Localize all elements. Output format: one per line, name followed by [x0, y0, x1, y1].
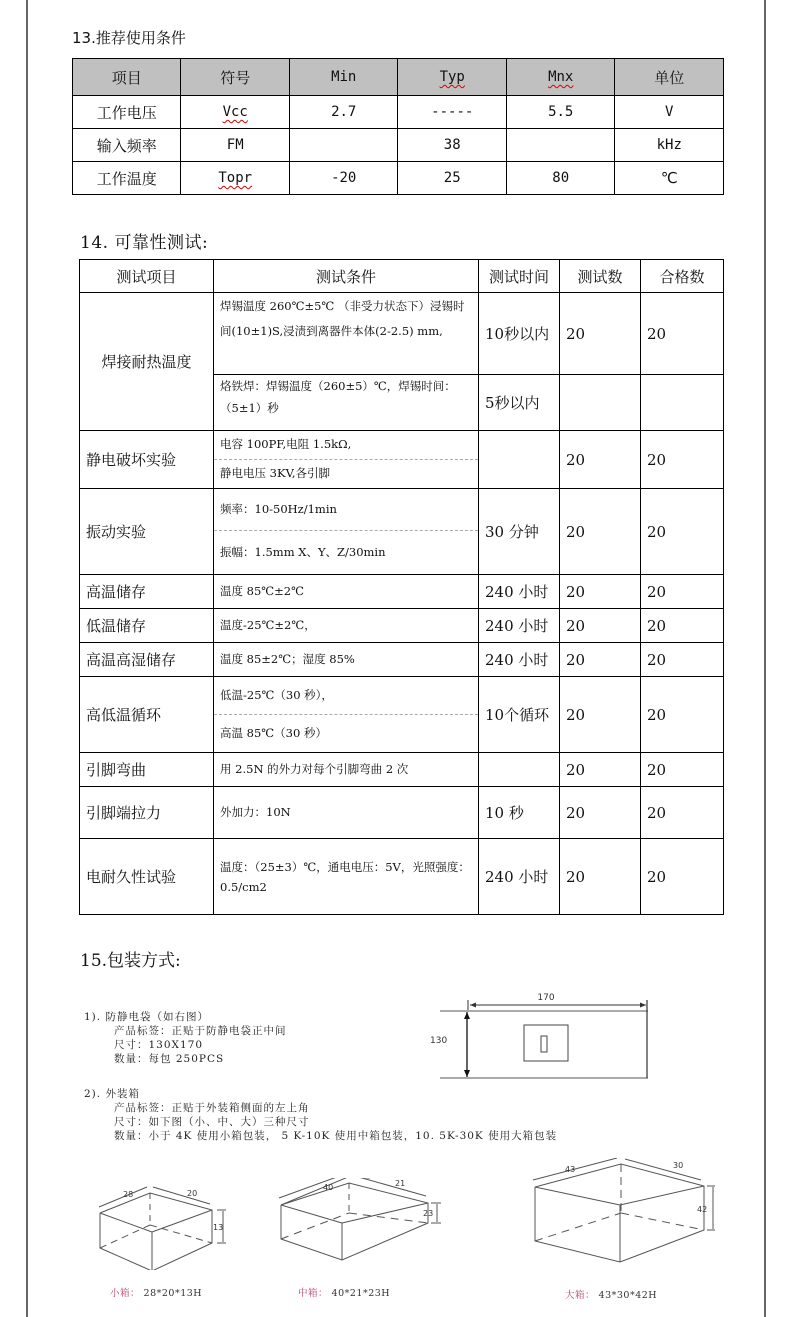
bag-height-label: 130 — [430, 1036, 448, 1046]
cell-time — [479, 431, 560, 489]
antistatic-bag-diagram — [428, 988, 668, 1083]
cell-test-item: 振动实验 — [80, 489, 214, 575]
table-row — [80, 489, 724, 575]
cell-item: 工作温度 — [73, 162, 181, 195]
condition-line: 静电电压 3KV,各引脚 — [220, 465, 331, 480]
cell-condition: 用 2.5N 的外力对每个引脚弯曲 2 次 — [214, 753, 479, 787]
table-row — [80, 293, 724, 375]
cell-condition — [214, 489, 479, 575]
carton-qty: 数量：小于 4K 使用小箱包装， 5 K-10K 使用中箱包装，10. 5K-30K 使用大箱包装 — [114, 1130, 558, 1142]
condition-line: 振幅：1.5mm X、Y、Z/30min — [220, 544, 386, 559]
cell-count: 20 — [560, 609, 641, 643]
table-row — [80, 839, 724, 915]
cell-typ: 25 — [398, 162, 507, 195]
cell-min — [289, 129, 398, 162]
cell-count: 20 — [560, 575, 641, 609]
table-row — [80, 575, 724, 609]
header-unit: 单位 — [615, 59, 724, 96]
header-typ: Typ — [398, 59, 507, 96]
header-test-item: 测试项目 — [80, 260, 214, 293]
header-test-condition: 测试条件 — [214, 260, 479, 293]
condition-line: 电容 100PF,电阻 1.5kΩ, — [214, 432, 478, 460]
cell-min: -20 — [289, 162, 398, 195]
table-header-row — [73, 59, 724, 96]
section-15-title: 15.包装方式: — [80, 951, 181, 971]
svg-text:20: 20 — [187, 1189, 198, 1198]
cell-pass — [641, 375, 724, 431]
svg-text:30: 30 — [673, 1161, 684, 1170]
cell-item: 输入频率 — [73, 129, 181, 162]
cell-item: 工作电压 — [73, 96, 181, 129]
cell-condition: 烙铁焊：焊锡温度（260±5）℃，焊锡时间：（5±1）秒 — [214, 375, 479, 431]
small-box-diagram — [95, 1185, 255, 1270]
antistatic-bag-text — [84, 1010, 287, 1066]
large-box-caption: 大箱： 43*30*42H — [565, 1290, 658, 1301]
cell-time: 240 小时 — [479, 609, 560, 643]
cell-typ: ----- — [398, 96, 507, 129]
bag-label: 产品标签：正贴于防静电袋正中间 — [114, 1025, 287, 1037]
carton-text — [84, 1087, 557, 1143]
condition-line: 频率：10-50Hz/1min — [214, 489, 478, 531]
cell-count: 20 — [560, 753, 641, 787]
cell-pass: 20 — [641, 431, 724, 489]
condition-line: 高温 85℃（30 秒） — [220, 725, 327, 740]
cell-symbol: Vcc — [181, 96, 290, 129]
table-row — [80, 677, 724, 753]
cell-count: 20 — [560, 677, 641, 753]
table-row — [80, 609, 724, 643]
cell-max — [506, 129, 615, 162]
cell-count: 20 — [560, 489, 641, 575]
section-13-title: 13.推荐使用条件 — [72, 29, 186, 47]
cell-count: 20 — [560, 839, 641, 915]
medium-box-diagram — [275, 1178, 475, 1270]
table-row — [73, 162, 724, 195]
table-row — [80, 787, 724, 839]
header-test-count: 测试数 — [560, 260, 641, 293]
svg-text:28: 28 — [123, 1190, 134, 1199]
cell-condition: 温度：（25±3）℃，通电电压：5V，光照强度：0.5/cm2 — [214, 839, 479, 915]
svg-text:43: 43 — [565, 1165, 576, 1174]
cell-count: 20 — [560, 787, 641, 839]
medium-box-caption: 中箱： 40*21*23H — [298, 1288, 391, 1299]
svg-text:40: 40 — [323, 1183, 334, 1192]
cell-time: 10秒以内 — [479, 293, 560, 375]
cell-pass: 20 — [641, 489, 724, 575]
cell-time: 240 小时 — [479, 575, 560, 609]
recommended-conditions-table — [72, 58, 724, 195]
page-border-left — [26, 0, 28, 1317]
cell-unit: kHz — [615, 129, 724, 162]
large-box-diagram — [525, 1158, 715, 1270]
cell-test-item: 高温高湿储存 — [80, 643, 214, 677]
cell-condition: 温度 85±2℃；湿度 85% — [214, 643, 479, 677]
cell-condition: 外加力：10N — [214, 787, 479, 839]
cell-pass: 20 — [641, 753, 724, 787]
header-min: Min — [289, 59, 398, 96]
cell-count: 20 — [560, 431, 641, 489]
cell-time: 10 秒 — [479, 787, 560, 839]
svg-text:23: 23 — [423, 1209, 434, 1218]
cell-pass: 20 — [641, 839, 724, 915]
bag-size: 尺寸：130X170 — [114, 1039, 204, 1051]
cell-typ: 38 — [398, 129, 507, 162]
cell-pass: 20 — [641, 643, 724, 677]
cell-time — [479, 753, 560, 787]
header-pass-count: 合格数 — [641, 260, 724, 293]
table-row — [80, 431, 724, 489]
cell-time: 240 小时 — [479, 839, 560, 915]
cell-count: 20 — [560, 293, 641, 375]
cell-symbol: FM — [181, 129, 290, 162]
cell-test-item: 静电破坏实验 — [80, 431, 214, 489]
cell-test-item: 高低温循环 — [80, 677, 214, 753]
header-max: Mnx — [506, 59, 615, 96]
cell-count: 20 — [560, 643, 641, 677]
cell-min: 2.7 — [289, 96, 398, 129]
carton-heading: 2). 外装箱 — [84, 1088, 140, 1100]
cell-condition — [214, 431, 479, 489]
cell-condition — [214, 677, 479, 753]
cell-max: 5.5 — [506, 96, 615, 129]
section-14-title: 14. 可靠性测试: — [80, 233, 209, 253]
cell-unit: V — [615, 96, 724, 129]
svg-text:42: 42 — [697, 1205, 708, 1214]
table-row — [73, 129, 724, 162]
cell-pass: 20 — [641, 575, 724, 609]
table-row — [73, 96, 724, 129]
table-row — [80, 643, 724, 677]
cell-time: 10个循环 — [479, 677, 560, 753]
cell-condition: 温度-25℃±2℃， — [214, 609, 479, 643]
header-item: 项目 — [73, 59, 181, 96]
cell-test-item: 低温储存 — [80, 609, 214, 643]
header-symbol: 符号 — [181, 59, 290, 96]
cell-test-item: 引脚弯曲 — [80, 753, 214, 787]
cell-time: 5秒以内 — [479, 375, 560, 431]
cell-condition: 温度 85℃±2℃ — [214, 575, 479, 609]
cell-unit: ℃ — [615, 162, 724, 195]
cell-pass: 20 — [641, 293, 724, 375]
carton-size: 尺寸：如下图（小、中、大）三种尺寸 — [114, 1116, 310, 1128]
svg-text:21: 21 — [395, 1179, 406, 1188]
cell-test-item: 电耐久性试验 — [80, 839, 214, 915]
small-box-caption: 小箱： 28*20*13H — [110, 1288, 203, 1299]
table-row — [80, 753, 724, 787]
cell-test-item: 高温储存 — [80, 575, 214, 609]
carton-label: 产品标签：正贴于外装箱侧面的左上角 — [114, 1102, 310, 1114]
reliability-test-table — [79, 259, 724, 915]
cell-pass: 20 — [641, 787, 724, 839]
cell-pass: 20 — [641, 609, 724, 643]
cell-symbol: Topr — [181, 162, 290, 195]
page-border-right — [764, 0, 766, 1317]
svg-text:13: 13 — [213, 1223, 224, 1232]
cell-condition: 焊锡温度 260℃±5℃ （非受力状态下）浸锡时间(10±1)S,浸渍到离器件本体(2-2.5) mm, — [214, 293, 479, 375]
condition-line: 低温-25℃（30 秒）， — [214, 677, 478, 715]
bag-qty: 数量：每包 250PCS — [114, 1053, 225, 1065]
bag-label-box — [524, 1025, 568, 1061]
bag-width-label: 170 — [537, 993, 555, 1003]
cell-test-item: 引脚端拉力 — [80, 787, 214, 839]
cell-test-item: 焊接耐热温度 — [80, 293, 214, 431]
cell-max: 80 — [506, 162, 615, 195]
cell-time: 30 分钟 — [479, 489, 560, 575]
bag-heading: 1). 防静电袋（如右图） — [84, 1011, 209, 1023]
cell-time: 240 小时 — [479, 643, 560, 677]
cell-count — [560, 375, 641, 431]
header-test-time: 测试时间 — [479, 260, 560, 293]
table-header-row — [80, 260, 724, 293]
cell-pass: 20 — [641, 677, 724, 753]
